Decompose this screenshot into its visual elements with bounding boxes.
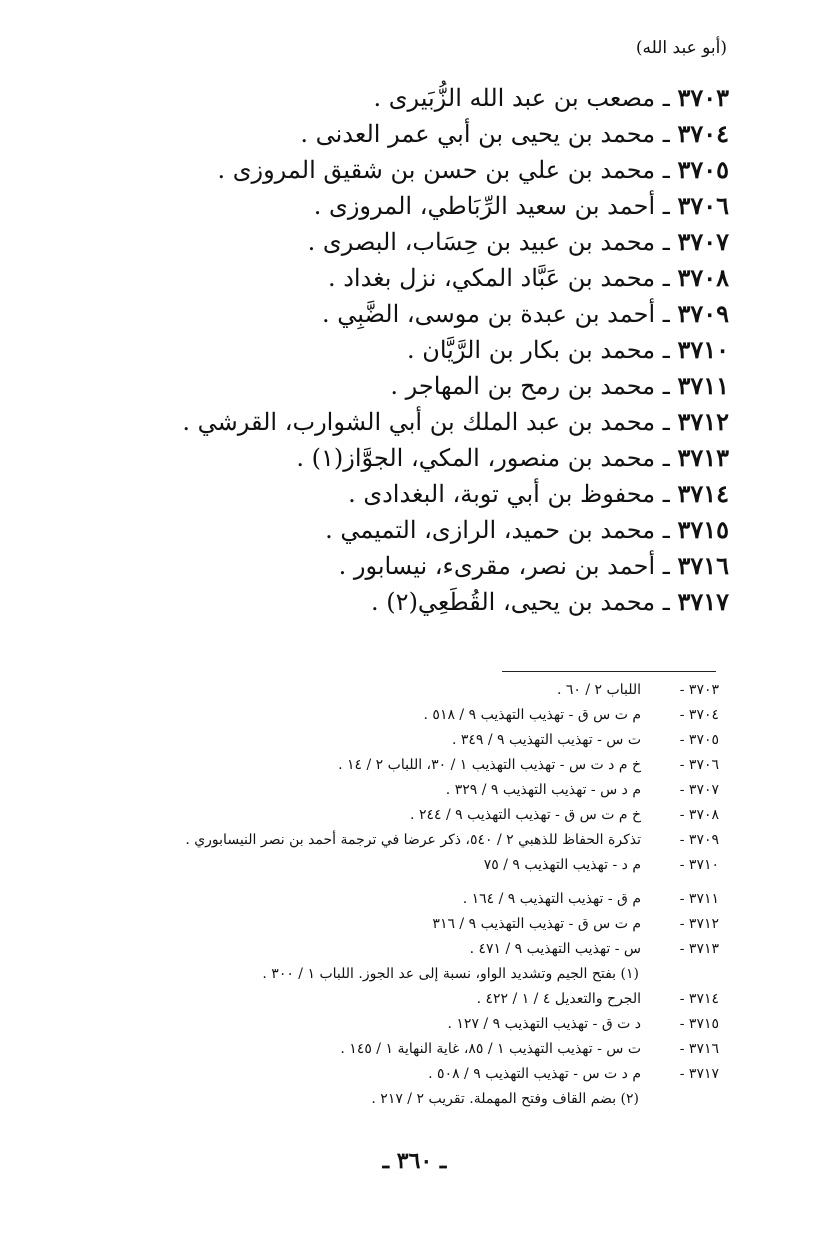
footnote-number: ٣٧٠٩ -	[679, 832, 719, 848]
entry: ٣٧١١ ـ محمد بن رمح بن المهاجر .	[390, 371, 729, 400]
footnote-text: (٢) بضم القاف وفتح المهملة. تقريب ٢ / ٢١٧ .	[371, 1091, 639, 1107]
entry-text: مصعب بن عبد الله الزُّبَيرى .	[373, 84, 656, 112]
footnote-number: ٣٧١٥ -	[679, 1016, 719, 1032]
footnote-text: م ق - تهذيب التهذيب ٩ / ١٦٤ .	[462, 891, 641, 907]
footnote-number: ٣٧١٤ -	[679, 991, 719, 1007]
entry: ٣٧١٧ ـ محمد بن يحيى، القُطَعِي(٢) .	[371, 587, 729, 616]
footnote	[99, 887, 719, 912]
footnote-text: الجرح والتعديل ٤ / ١ / ٤٢٢ .	[476, 991, 641, 1007]
footnote-text: (١) بفتح الجيم وتشديد الواو، نسبة إلى عد الجوز. اللباب ١ / ٣٠٠ .	[262, 966, 639, 982]
entry: ٣٧٠٦ ـ أحمد بن سعيد الرِّبَاطي، المروزى .	[313, 191, 729, 220]
footnote-annotation	[99, 1087, 719, 1112]
footnote-number: ٣٧١٦ -	[679, 1041, 719, 1057]
footnote-number: ٣٧٠٤ -	[679, 707, 719, 723]
footnote-number: ٣٧١٢ -	[679, 916, 719, 932]
entry-number: ٣٧٠٦	[677, 191, 729, 220]
footnote	[99, 803, 719, 828]
entry-number: ٣٧٠٧	[677, 227, 729, 256]
entry-text: محمد بن عبيد بن حِسَاب، البصرى .	[307, 228, 656, 256]
footnote	[99, 937, 719, 962]
entry-text: محفوظ بن أبي توبة، البغدادى .	[348, 480, 656, 508]
entry: ٣٧١٢ ـ محمد بن عبد الملك بن أبي الشوارب، القرشي .	[182, 407, 729, 436]
entry: ٣٧٠٧ ـ محمد بن عبيد بن حِسَاب، البصرى .	[307, 227, 729, 256]
entry-text: محمد بن يحيى، القُطَعِي(٢) .	[371, 588, 656, 616]
footnote-text: م ت س ق - تهذيب التهذيب ٩ / ٥١٨ .	[423, 707, 641, 723]
entry-number: ٣٧٠٨	[677, 263, 729, 292]
footnote	[99, 728, 719, 753]
entry-number: ٣٧١٤	[677, 479, 729, 508]
entry-number: ٣٧١٦	[677, 551, 729, 580]
footnote-text: ت س - تهذيب التهذيب ١ / ٨٥، غاية النهاية ١ / ١٤٥ .	[340, 1041, 641, 1057]
page-number: ـ ٣٦٠ ـ	[382, 1148, 447, 1174]
entry-text: محمد بن بكار بن الرَّيَّان .	[406, 336, 656, 364]
entry-text: أحمد بن سعيد الرِّبَاطي، المروزى .	[313, 192, 656, 220]
footnote-number: ٣٧١٠ -	[679, 857, 719, 873]
entry-text: محمد بن يحيى بن أبي عمر العدنى .	[300, 120, 656, 148]
entry-number: ٣٧١٢	[677, 407, 729, 436]
footnote-text: م ت س ق - تهذيب التهذيب ٩ / ٣١٦	[432, 916, 641, 932]
entry: ٣٧٠٩ ـ أحمد بن عبدة بن موسى، الضَّبِي .	[321, 299, 729, 328]
footnote-text: م د ت س - تهذيب التهذيب ٩ / ٥٠٨ .	[428, 1066, 641, 1082]
entry-text: محمد بن حميد، الرازى، التميمي .	[325, 516, 656, 544]
footnote-text: خ م د ت س - تهذيب التهذيب ١ / ٣٠، اللباب ٢ / ١٤ .	[338, 757, 641, 773]
footnote	[99, 828, 719, 853]
footnote-number: ٣٧٠٥ -	[679, 732, 719, 748]
footnote	[99, 1062, 719, 1087]
entry-number: ٣٧٠٩	[677, 299, 729, 328]
entry: ٣٧١٥ ـ محمد بن حميد، الرازى، التميمي .	[325, 515, 729, 544]
entry-number: ٣٧٠٥	[677, 155, 729, 184]
footnote-text: د ت ق - تهذيب التهذيب ٩ / ١٢٧ .	[447, 1016, 641, 1032]
entry-number: ٣٧١٥	[677, 515, 729, 544]
footnote	[99, 1037, 719, 1062]
entry: ٣٧٠٣ ـ مصعب بن عبد الله الزُّبَيرى .	[373, 83, 729, 112]
entry: ٣٧٠٨ ـ محمد بن عَبَّاد المكي، نزل بغداد .	[327, 263, 729, 292]
entry-list	[129, 80, 729, 620]
entry-number: ٣٧١٠	[677, 335, 729, 364]
footnote-number: ٣٧١١ -	[679, 891, 719, 907]
entry-number: ٣٧١٧	[677, 587, 729, 616]
entry-text: أحمد بن عبدة بن موسى، الضَّبِي .	[321, 300, 656, 328]
footnote-text: ت س - تهذيب التهذيب ٩ / ٣٤٩ .	[451, 732, 641, 748]
footnote-number: ٣٧١٧ -	[679, 1066, 719, 1082]
footnote	[99, 753, 719, 778]
footnote-number: ٣٧١٣ -	[679, 941, 719, 957]
footnote-number: ٣٧٠٧ -	[679, 782, 719, 798]
footnote	[99, 912, 719, 937]
entry: ٣٧١٠ ـ محمد بن بكار بن الرَّيَّان .	[406, 335, 729, 364]
footnote-text: اللباب ٢ / ٦٠ .	[556, 682, 641, 698]
footnote	[99, 703, 719, 728]
footnote-text: خ م ت س ق - تهذيب التهذيب ٩ / ٢٤٤ .	[410, 807, 641, 823]
entry-number: ٣٧٠٣	[677, 83, 729, 112]
footnote	[99, 987, 719, 1012]
entry: ٣٧١٤ ـ محفوظ بن أبي توبة، البغدادى .	[348, 479, 729, 508]
footnote	[99, 1012, 719, 1037]
entry-text: محمد بن عَبَّاد المكي، نزل بغداد .	[327, 264, 656, 292]
footnote-number: ٣٧٠٨ -	[679, 807, 719, 823]
entry-text: محمد بن عبد الملك بن أبي الشوارب، القرشي .	[182, 408, 656, 436]
entry: ٣٧٠٥ ـ محمد بن علي بن حسن بن شقيق المروزى .	[217, 155, 729, 184]
footnote-separator	[502, 671, 716, 672]
entry-number: ٣٧١١	[677, 371, 729, 400]
entry-text: محمد بن علي بن حسن بن شقيق المروزى .	[217, 156, 656, 184]
footnote-list	[99, 678, 719, 1112]
footnote-text: تذكرة الحفاظ للذهبي ٢ / ٥٤٠، ذكر عرضا في ترجمة أحمد بن نصر النيسابوري .	[185, 832, 641, 848]
footnote-text: م د س - تهذيب التهذيب ٩ / ٣٢٩ .	[445, 782, 641, 798]
footnote-number: ٣٧٠٣ -	[679, 682, 719, 698]
footnote-text: س - تهذيب التهذيب ٩ / ٤٧١ .	[469, 941, 641, 957]
running-header: (أبو عبد الله)	[635, 38, 727, 58]
entry: ٣٧١٦ ـ أحمد بن نصر، مقرىء، نيسابور .	[338, 551, 729, 580]
entry: ٣٧٠٤ ـ محمد بن يحيى بن أبي عمر العدنى .	[300, 119, 729, 148]
footnote	[99, 678, 719, 703]
entry-text: محمد بن منصور، المكي، الجوَّاز(١) .	[296, 444, 656, 472]
footnote	[99, 778, 719, 803]
entry-text: محمد بن رمح بن المهاجر .	[390, 372, 656, 400]
entry-number: ٣٧١٣	[677, 443, 729, 472]
entry-number: ٣٧٠٤	[677, 119, 729, 148]
entry-text: أحمد بن نصر، مقرىء، نيسابور .	[338, 552, 656, 580]
entry: ٣٧١٣ ـ محمد بن منصور، المكي، الجوَّاز(١) .	[296, 443, 729, 472]
footnote-text: م د - تهذيب التهذيب ٩ / ٧٥	[483, 857, 641, 873]
footnote-number: ٣٧٠٦ -	[679, 757, 719, 773]
footnote	[99, 853, 719, 878]
footnote-annotation	[99, 962, 719, 987]
